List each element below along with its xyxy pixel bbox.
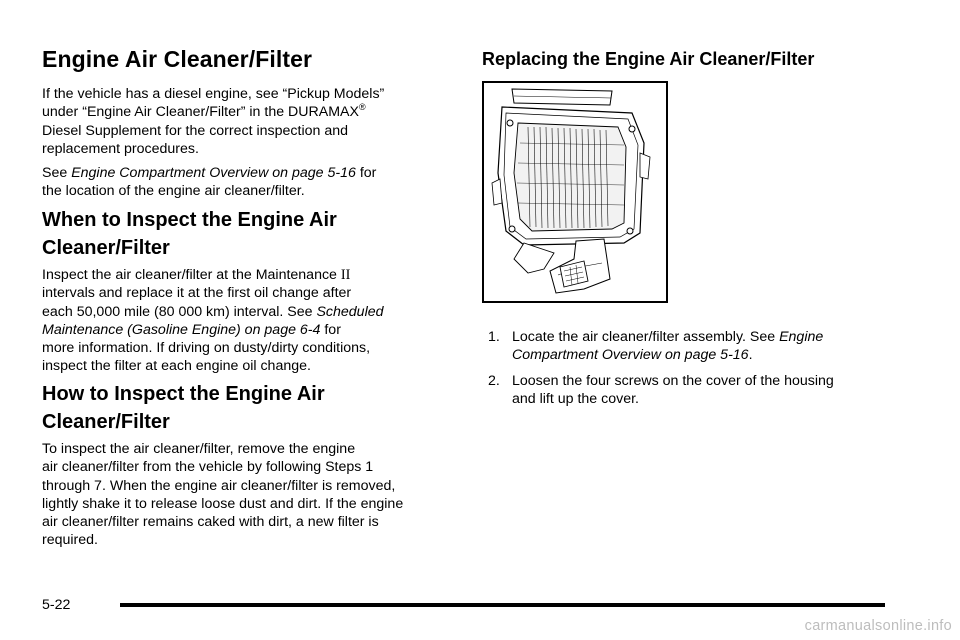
text-span: for: [320, 321, 341, 338]
heading-line: How to Inspect the Engine Air: [42, 383, 325, 405]
page-title: Engine Air Cleaner/Filter: [42, 46, 313, 72]
replacing-heading: Replacing the Engine Air Cleaner/Filter: [482, 49, 815, 69]
text-line: [42, 321, 384, 339]
list-item: [488, 372, 908, 412]
text-line: To inspect the air cleaner/filter, remove the engine: [42, 441, 356, 457]
text-line: air cleaner/filter remains caked with dirt, a new filter is: [42, 514, 379, 531]
text-line: through 7. When the engine air cleaner/filter is removed,: [42, 477, 396, 494]
text-line: [512, 346, 823, 364]
heading-line: Cleaner/Filter: [42, 411, 170, 433]
text-span: Inspect the air cleaner/filter at the Maintenance: [42, 267, 341, 283]
text-line: Diesel Supplement for the correct inspection and: [42, 122, 348, 139]
heading-line: Cleaner/Filter: [42, 237, 170, 259]
text-line: and lift up the cover.: [512, 391, 639, 408]
step-number: 2.: [488, 373, 500, 389]
text-line: [512, 328, 823, 346]
text-span: each 50,000 mile (80 000 km) interval. See: [42, 303, 317, 320]
text-span: under “Engine Air Cleaner/Filter” in the DURAMAX: [42, 104, 359, 121]
text-line: [42, 303, 384, 321]
text-line: lightly shake it to release loose dust and dirt. If the engine: [42, 495, 404, 512]
text-line: inspect the filter at each engine oil change.: [42, 358, 311, 375]
text-line: required.: [42, 532, 98, 549]
list-item: [488, 328, 908, 368]
cross-reference-link[interactable]: Compartment Overview on page 5-16: [512, 347, 749, 364]
text-line: intervals and replace it at the first oil change after: [42, 285, 352, 302]
text-line: the location of the engine air cleaner/filter.: [42, 183, 305, 200]
text-line: replacement procedures.: [42, 140, 199, 157]
site-watermark: carmanualsonline.info: [804, 618, 952, 634]
text-line: air cleaner/filter from the vehicle by following Steps 1: [42, 459, 374, 476]
text-line: more information. If driving on dusty/dirty conditions,: [42, 340, 371, 357]
text-span: .: [748, 347, 753, 364]
text-span: See: [42, 165, 72, 181]
step-number: 1.: [488, 329, 500, 345]
footer-rule: [120, 603, 885, 607]
step-text: [512, 328, 823, 365]
text-line: [42, 103, 384, 121]
text-line: If the vehicle has a diesel engine, see “Pickup Models”: [42, 86, 385, 102]
maintenance-ii-symbol: II: [340, 267, 351, 283]
text-line: [42, 266, 384, 284]
registered-mark: ®: [358, 102, 366, 113]
cross-reference-link[interactable]: Engine Compartment Overview on page 5-16: [71, 165, 356, 181]
text-line: [42, 164, 376, 182]
cross-reference-link[interactable]: Scheduled: [316, 303, 384, 320]
cross-reference-link[interactable]: Engine: [779, 329, 824, 345]
air-cleaner-illustration: [482, 81, 668, 303]
location-paragraph: [42, 164, 376, 201]
how-to-inspect-heading: [42, 380, 325, 436]
when-to-inspect-paragraph: [42, 266, 384, 376]
step-text: [512, 372, 834, 409]
air-cleaner-housing-drawing: [484, 83, 666, 301]
heading-line: When to Inspect the Engine Air: [42, 209, 337, 231]
text-span: for: [355, 165, 377, 181]
cross-reference-link[interactable]: Maintenance (Gasoline Engine) on page 6-4: [42, 321, 321, 338]
when-to-inspect-heading: [42, 206, 337, 262]
text-span: Locate the air cleaner/filter assembly. See: [512, 329, 780, 345]
page-number: 5-22: [42, 597, 71, 613]
text-line: Loosen the four screws on the cover of the housing: [512, 373, 834, 389]
how-to-inspect-paragraph: [42, 440, 403, 550]
diesel-note-paragraph: [42, 85, 384, 158]
